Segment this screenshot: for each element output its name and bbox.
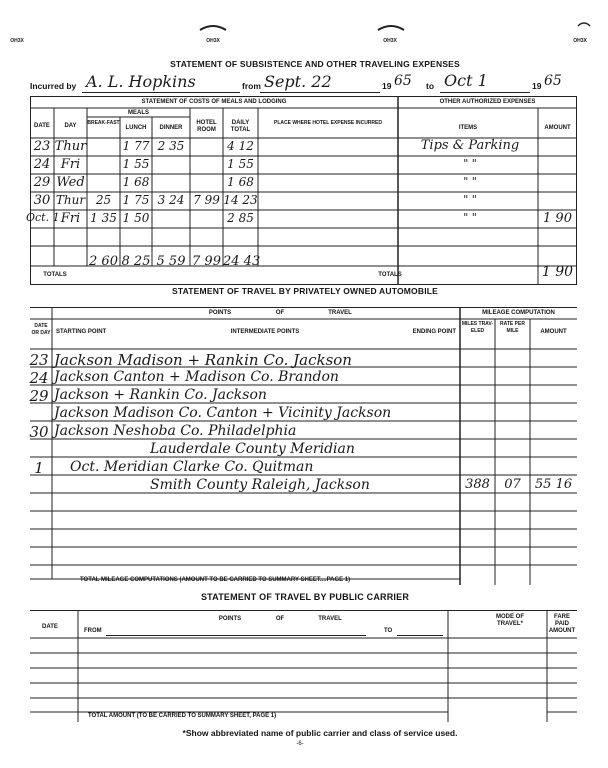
row-day: Thur [54,139,87,154]
col-items: ITEMS [458,125,478,131]
miles-traveled: 388 [465,477,490,492]
carrier-to: TO [384,628,393,634]
auto-col-amount: AMOUNT [540,329,567,335]
meals-section-title: STATEMENT OF COSTS OF MEALS AND LODGING [141,99,287,105]
from-label: from [242,81,261,91]
auto-total-label: TOTAL MILEAGE COMPUTATIONS (AMOUNT TO BE CARRIED TO SUMMARY SHEET....PAGE 1) [80,577,351,583]
row-daily: 14 23 [223,193,258,207]
auto-section-title: STATEMENT OF TRAVEL BY PRIVATELY OWNED AUTOMOBILE [171,286,439,296]
auto-row-text: Jackson Madison + Rankin Co. Jackson [54,351,352,369]
auto-row-date: 30 [29,423,49,441]
carrier-total-label: TOTAL AMOUNT (TO BE CARRIED TO SUMMARY SHEET, PAGE 1) [88,713,277,719]
stamp-center: OH3X [206,38,220,44]
from-year: 65 [394,73,412,89]
mileage-amount: 55 16 [534,477,573,492]
col-day: DAY [64,123,77,129]
incurred-label: Incurred by [30,81,77,91]
row-item: " " [463,175,477,188]
col-miles: MILES TRAV-ELED [461,321,494,334]
row-lunch: 1 68 [122,175,150,189]
col-starting: STARTING POINT [56,329,107,335]
row-daily: 4 12 [227,139,254,153]
row-item: " " [463,193,477,206]
to-year-prefix: 19 [532,81,542,91]
meals-totals-label: TOTALS [43,272,67,278]
page-number: -6- [296,741,304,747]
row-hotel: 7 99 [193,193,220,207]
carrier-points: POINTS [218,616,242,622]
col-daily: DAILY TOTAL [230,120,251,133]
row-daily: 1 55 [227,157,254,171]
col-dinner: DINNER [159,125,183,131]
auto-row-date: 29 [29,387,49,405]
auto-row-text: Jackson Madison Co. Canton + Vicinity Jackson [54,405,392,421]
meal-row [26,210,577,228]
row-day: Thur [55,193,86,207]
row-item: " " [463,211,477,224]
row-amount: 1 90 [543,211,572,226]
meal-row [30,138,577,156]
punch-marks [0,20,608,40]
travel-label: TRAVEL [328,310,352,316]
col-lunch: LUNCH [125,125,147,131]
total-dinner: 5 59 [156,254,186,269]
row-lunch: 1 50 [122,211,150,225]
auto-row-date: 1 [34,459,44,477]
other-expenses-title: OTHER AUTHORIZED EXPENSES [439,99,536,105]
auto-row-text: Jackson Canton + Madison Co. Brandon [54,369,339,385]
row-date: 24 [33,157,51,172]
footnote: *Show abbreviated name of public carrier and class of service used. [182,728,458,738]
rate-per-mile: 07 [504,477,521,492]
total-hotel: 7 99 [192,254,221,269]
col-date: DATE [34,123,50,129]
auto-table [30,307,577,585]
incurred-by-row [30,71,575,96]
incurred-by-value: A. L. Hopkins [86,72,196,91]
stamp-right-center: OH3X [383,38,397,44]
points-label: POINTS [208,310,232,316]
col-intermediate: INTERMEDIATE POINTS [230,329,300,335]
row-breakfast: 25 [95,193,112,207]
row-date: 30 [33,193,51,208]
row-lunch: 1 77 [122,139,150,153]
col-meals: MEALS [128,110,149,116]
other-total: 1 90 [541,264,574,280]
auto-row-text: Oct. Meridian Clarke Co. Quitman [70,459,314,475]
carrier-section-title: STATEMENT OF TRAVEL BY PUBLIC CARRIER [200,592,410,602]
row-day: Fri [60,211,81,226]
stamp-left: OH3X [10,38,24,44]
to-year: 65 [544,73,562,89]
of-label: OF [275,310,285,316]
row-dinner: 3 24 [157,193,185,207]
auto-col-date: DATE OR DAY [31,323,51,336]
row-day: Fri [60,157,81,172]
row-item: Tips & Parking [420,138,520,153]
row-dinner: 2 35 [157,139,185,153]
col-amount: AMOUNT [544,125,571,131]
row-breakfast: 1 35 [90,211,117,225]
row-item: " " [463,157,477,170]
auto-row-date: 23 [29,351,49,369]
col-place: PLACE WHERE HOTEL EXPENSE INCURRED [274,120,382,126]
total-breakfast: 2 60 [89,254,118,269]
row-lunch: 1 75 [122,193,150,207]
row-daily: 1 68 [227,175,254,189]
mileage-title: MILEAGE COMPUTATION [482,310,555,316]
to-date: Oct 1 [444,71,488,90]
row-date: Oct. 1 [26,211,60,224]
col-ending: ENDING POINT [412,329,456,335]
col-breakfast: BREAK-FAST [87,120,120,126]
carrier-travel: TRAVEL [318,616,342,622]
from-date: Sept. 22 [264,72,332,91]
meal-row [30,174,577,192]
carrier-col-date: DATE [42,624,58,630]
col-hotel: HOTEL ROOM [196,120,217,133]
meal-row [30,156,577,174]
auto-row-text: Lauderdale County Meridian [150,441,355,457]
other-totals-label: TOTALS [378,272,402,278]
carrier-col-fare: FARE PAID AMOUNT [548,614,576,634]
carrier-col-mode: MODE OF TRAVEL* [496,614,524,627]
total-daily: 24 43 [223,254,261,269]
carrier-table [30,610,577,722]
col-rate: RATE PER MILE [500,321,525,334]
auto-row-text: Jackson + Rankin Co. Jackson [54,387,267,403]
carrier-of: OF [275,616,285,622]
page-title: STATEMENT OF SUBSISTENCE AND OTHER TRAVELING EXPENSES [170,59,460,69]
auto-row-text: Smith County Raleigh, Jackson [150,477,370,493]
row-daily: 2 85 [227,211,254,225]
total-lunch: 8 25 [121,254,151,269]
stamp-right: OH3X [573,38,587,44]
row-date: 29 [33,175,51,190]
meal-row [30,192,577,210]
to-label: to [426,81,435,91]
row-lunch: 1 55 [122,157,150,171]
meals-table [26,96,577,286]
carrier-from: FROM [84,628,102,634]
auto-row-date: 24 [29,369,49,387]
auto-row-text: Jackson Neshoba Co. Philadelphia [54,423,297,439]
from-year-prefix: 19 [382,81,392,91]
row-date: 23 [33,139,51,154]
row-day: Wed [56,175,85,190]
